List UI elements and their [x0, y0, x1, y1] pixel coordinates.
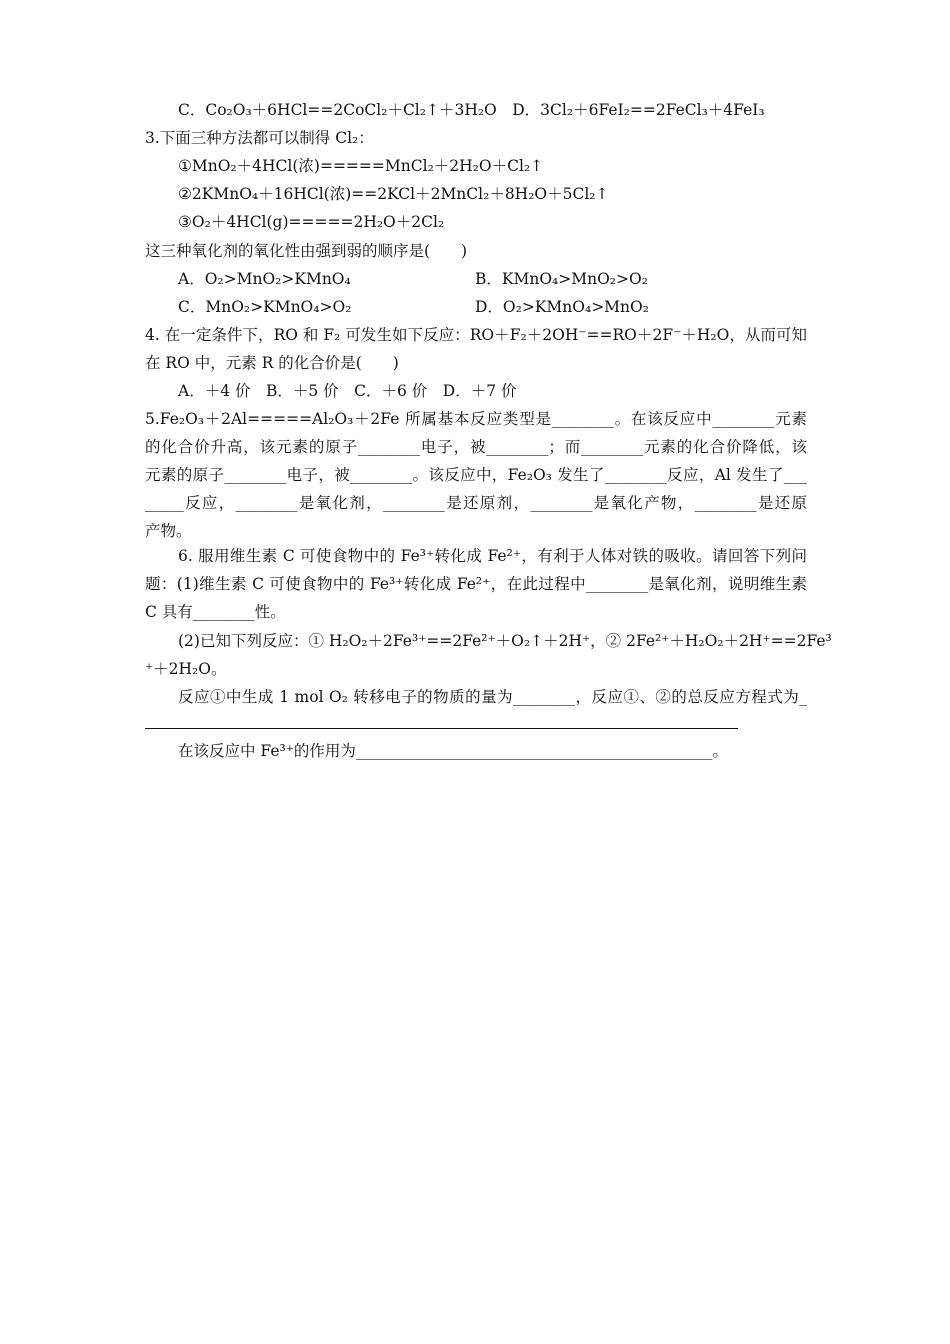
question-4-stem: 4. 在一定条件下，RO 和 F₂ 可发生如下反应：RO＋F₂＋2OH⁻==RO＋2F⁻＋H₂O，从而可知	[145, 326, 807, 344]
question-5-line-2: 的化合价升高，该元素的原子________电子，被________；而________元素的化合价降低，该	[145, 438, 807, 456]
question-6-fe3-role: 在该反应中 Fe³⁺的作用为______________________________________________。	[178, 742, 728, 760]
method-1-equation: ①MnO₂＋4HCl(浓)=====MnCl₂＋2H₂O＋Cl₂↑	[178, 157, 544, 175]
question-6-line-1: 6. 服用维生素 C 可使食物中的 Fe³⁺转化成 Fe²⁺，有利于人体对铁的吸收。请回答下列问	[178, 547, 807, 565]
question-3-option-b: B．KMnO₄>MnO₂>O₂	[475, 270, 648, 288]
question-4-prompt: 在 RO 中，元素 R 的化合价是( )	[145, 354, 399, 372]
question-6-line-2: 题：(1)维生素 C 可使食物中的 Fe³⁺转化成 Fe²⁺，在此过程中________是氧化剂，说明维生素	[145, 575, 807, 593]
question-5-line-5: 产物。	[145, 522, 192, 540]
method-3-equation: ③O₂＋4HCl(g)=====2H₂O＋2Cl₂	[178, 213, 445, 231]
question-6-electron-transfer: 反应①中生成 1 mol O₂ 转移电子的物质的量为________，反应①、②的总反应方程式为_	[178, 688, 807, 706]
question-3-prompt: 这三种氧化剂的氧化性由强到弱的顺序是( )	[145, 242, 468, 260]
method-2-equation: ②2KMnO₄＋16HCl(浓)==2KCl＋2MnCl₂＋8H₂O＋5Cl₂↑	[178, 185, 609, 203]
question-5-line-1: 5.Fe₂O₃＋2Al=====Al₂O₃＋2Fe 所属基本反应类型是________。在该反应中________元素	[145, 410, 807, 428]
question-5-line-3: 元素的原子________电子，被________。该反应中，Fe₂O₃ 发生了________反应，Al 发生了___	[145, 466, 807, 484]
option-line-c-d: C．Co₂O₃＋6HCl==2CoCl₂＋Cl₂↑＋3H₂O D．3Cl₂＋6FeI₂==2FeCl₃＋4FeI₃	[178, 101, 765, 119]
question-6-part-2-line-2: ⁺＋2H₂O。	[145, 660, 227, 678]
question-3-option-c: C．MnO₂>KMnO₄>O₂	[178, 298, 352, 316]
question-3-stem: 3.下面三种方法都可以制得 Cl₂：	[145, 129, 374, 147]
question-6-line-3: C 具有________性。	[145, 603, 286, 621]
answer-blank-line	[145, 728, 738, 729]
question-3-option-d: D．O₂>KMnO₄>MnO₂	[475, 298, 649, 316]
question-4-options: A．＋4 价 B．＋5 价 C．＋6 价 D．＋7 价	[178, 382, 517, 400]
question-3-option-a: A．O₂>MnO₂>KMnO₄	[178, 270, 351, 288]
question-6-part-2-line-1: (2)已知下列反应：① H₂O₂＋2Fe³⁺==2Fe²⁺＋O₂↑＋2H⁺，② 2Fe²⁺＋H₂O₂＋2H⁺==2Fe³	[178, 632, 832, 650]
question-5-line-4: _____反应，________是氧化剂，________是还原剂，________是氧化产物，________是还原	[145, 494, 807, 512]
